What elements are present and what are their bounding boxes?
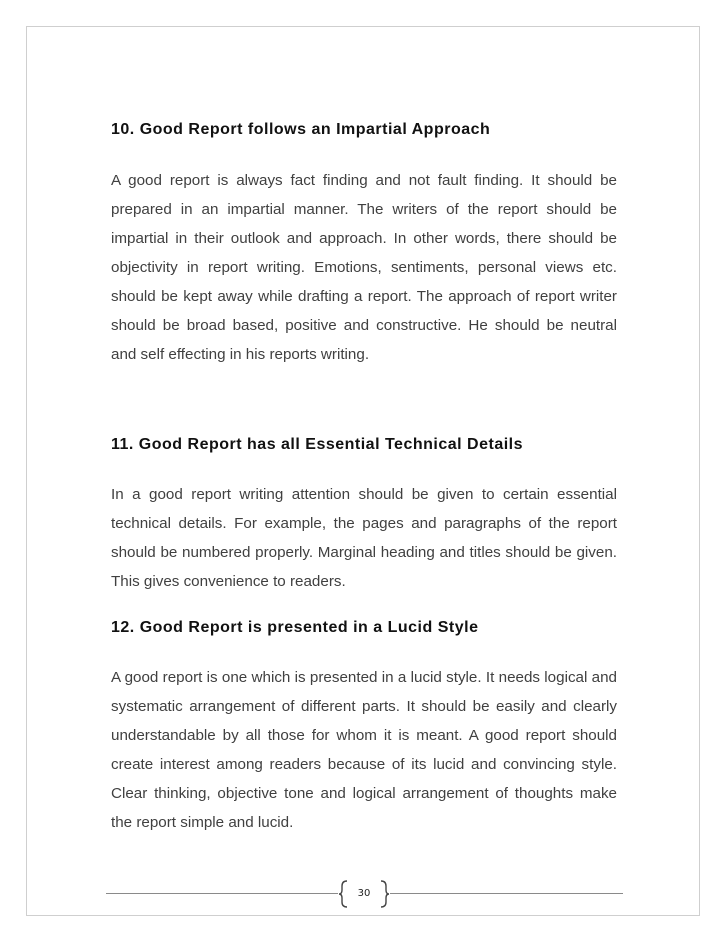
- page-number: 30: [357, 888, 371, 899]
- section-12-heading: 12. Good Report is presented in a Lucid Style: [111, 619, 479, 636]
- section-11-heading: 11. Good Report has all Essential Technical Details: [111, 436, 523, 453]
- section-11-paragraph: In a good report writing attention should be given to certain essential technical details. For example, the pages and paragraphs of the report should be numbered properly. Marginal heading and titles should be given. This gives convenience to readers.: [111, 486, 617, 590]
- section-12-paragraph: A good report is one which is presented in a lucid style. It needs logical and systematic arrangement of different parts. It should be easily and clearly understandable by all those for whom it is meant. A good report should create interest among readers because of its lucid and convincing style. Clear thinking, objective tone and logical arrangement of thoughts make the report simple and lucid.: [111, 669, 617, 831]
- footer-rule-right: [390, 893, 623, 894]
- section-10-heading: 10. Good Report follows an Impartial Approach: [111, 121, 491, 138]
- section-10-paragraph: A good report is always fact finding and not fault finding. It should be prepared in an impartial manner. The writers of the report should be impartial in their outlook and approach. In other words, there should be objectivity in report writing. Emotions, sentiments, personal views etc. should be kept away while drafting a report. The approach of report writer should be broad based, positive and constructive. He should be neutral and self effecting in his reports writing.: [111, 172, 617, 363]
- footer-rule-left: [106, 893, 338, 894]
- page-number-bracket: [338, 880, 390, 908]
